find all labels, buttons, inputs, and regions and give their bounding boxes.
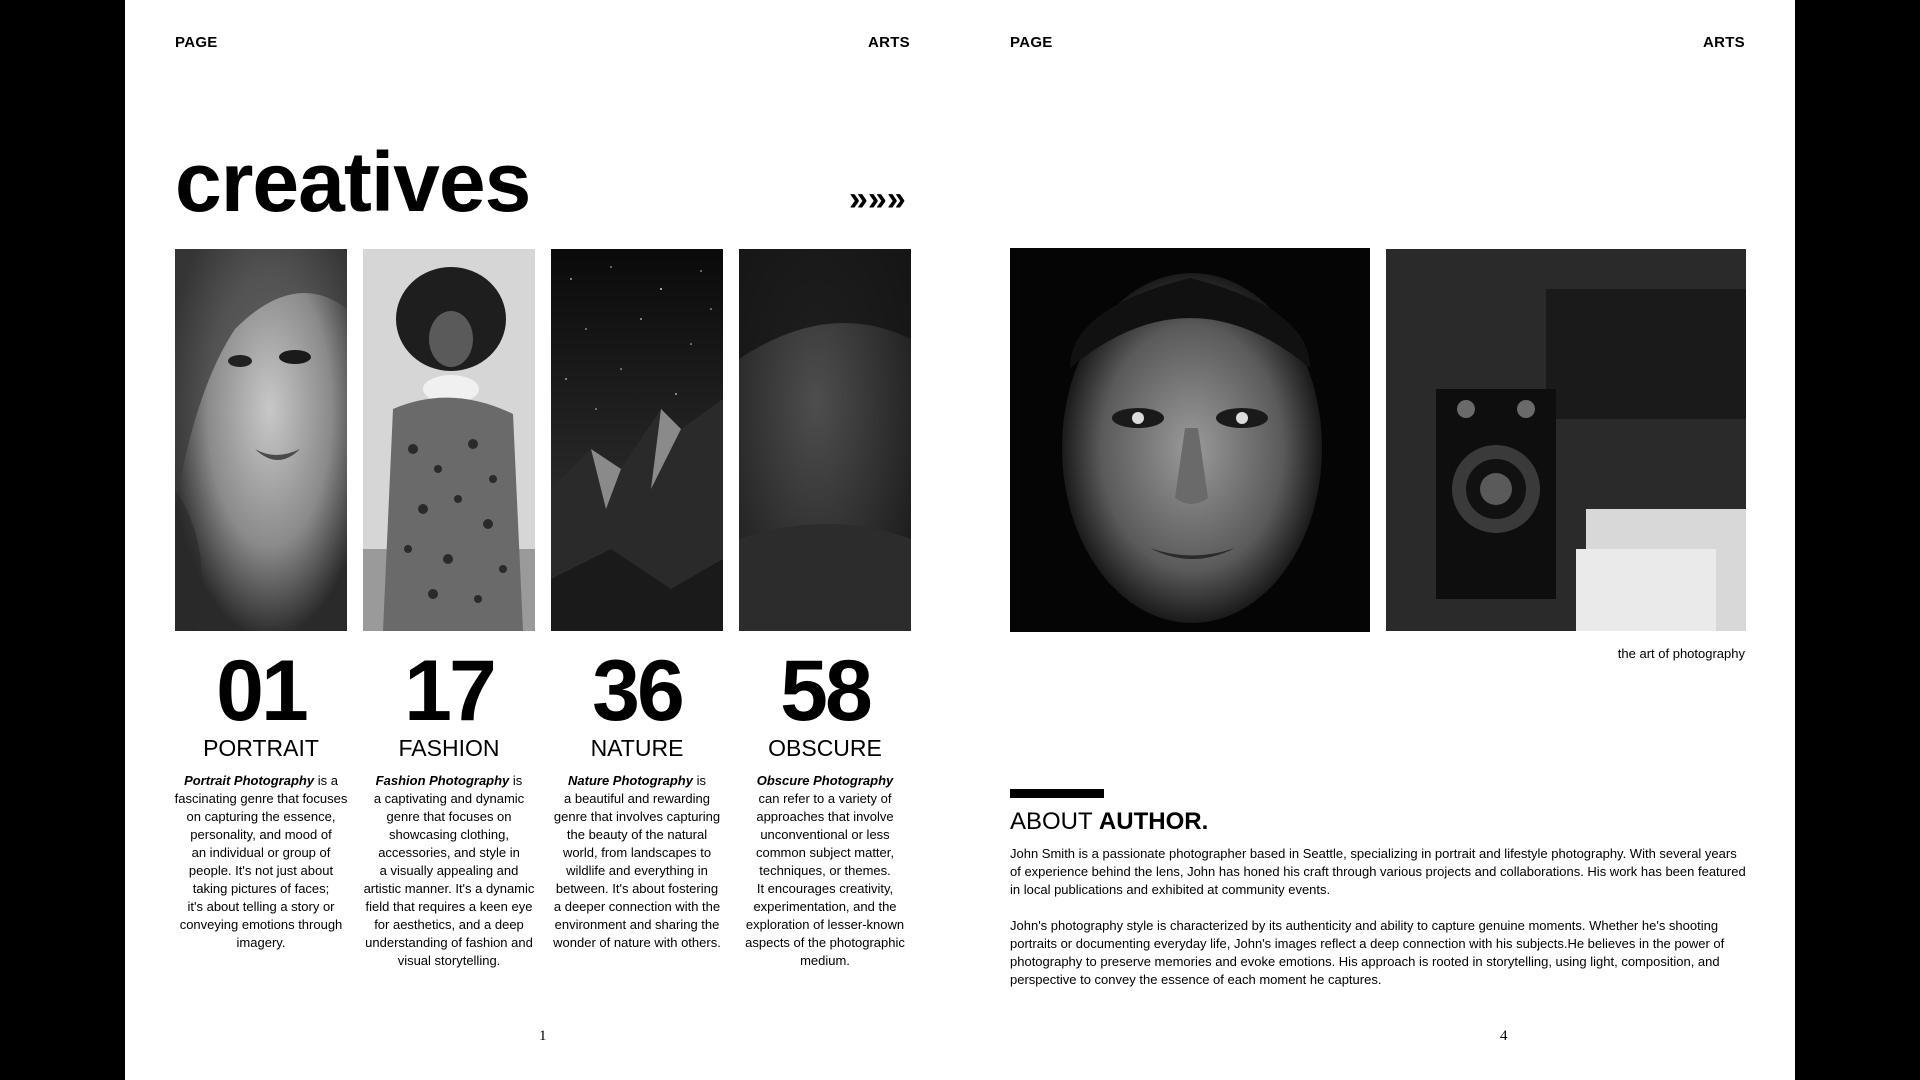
category-description: Nature Photography is a beautiful and rewarding genre that involves capturing the beauty of the natural world, from landscapes to wildlife and everything in between. It's about fostering a deeper connection with the environment and sharing the wonder of nature with others. [553, 773, 721, 950]
chevrons-icon: »»» [849, 180, 906, 218]
category-description: Portrait Photography is a fascinating genre that focuses on capturing the essence, personality, and mood of an individual or group of people. It's not just about taking pictures of faces; it's about telling a story or conveying emotions through imagery. [174, 773, 348, 950]
category-description: Fashion Photography is a captivating and dynamic genre that focuses on showcasing clothing, accessories, and style in a visually appealing and artistic manner. It's a dynamic field that requires a keen eye for aesthetics, and a deep understanding of fashion and visual storytelling. [363, 773, 535, 968]
category-number: 17 [404, 643, 494, 739]
category-number: 36 [592, 643, 682, 739]
about-paragraph: John's photography style is characterized by its authenticity and ability to capture genuine moments. Whether he's shooting portraits or documenting everyday life, John's images reflect a deep connection with his subjects.He believes in the power of photography to preserve memories and evoke emotions. His approach is rooted in storytelling, using light, composition, and perspective to convey the essence of each moment he captures. [1010, 918, 1725, 987]
category-lead: Portrait Photography [184, 773, 315, 788]
page-number: 1 [539, 1028, 547, 1044]
header-arts-label: ARTS [867, 34, 910, 51]
category-description: Obscure Photography can refer to a variety of approaches that involve unconventional or less common subject matter, techniques, or themes. It encourages creativity, experimentation, and the exploration of lesser-known aspects of the photographic medium. [745, 773, 905, 968]
header-page-label: PAGE [175, 34, 218, 51]
nature-photo [551, 249, 723, 631]
obscure-photo [739, 249, 911, 631]
category-number: 01 [216, 643, 306, 739]
category-name: OBSCURE [768, 735, 882, 761]
about-divider-bar [1010, 789, 1104, 798]
author-photo [1010, 248, 1370, 632]
magazine-spread [125, 0, 1795, 1080]
camera-photo [1386, 249, 1746, 631]
category-lead: Nature Photography [568, 773, 693, 788]
left-page [125, 0, 960, 1080]
category-number: 58 [780, 643, 870, 739]
page-title: creatives [175, 135, 531, 229]
header-arts-label: ARTS [1702, 34, 1745, 51]
about-title: ABOUT AUTHOR. [1010, 808, 1209, 835]
category-lead: Obscure Photography [756, 773, 894, 788]
about-paragraph: John Smith is a passionate photographer based in Seattle, specializing in portrait and lifestyle photography. With several years of experience behind the lens, John has honed his craft through various projects and collaborations. His work has been featured in local publications and exhibited at community events. [1010, 846, 1746, 897]
fashion-photo [363, 249, 535, 631]
category-name: FASHION [398, 735, 500, 761]
category-name: PORTRAIT [203, 735, 319, 761]
page-number: 4 [1500, 1028, 1508, 1044]
right-page [960, 0, 1795, 1080]
category-lead: Fashion Photography [375, 773, 510, 788]
header-page-label: PAGE [1010, 34, 1053, 51]
photo-caption: the art of photography [1617, 646, 1745, 661]
category-name: NATURE [590, 735, 684, 761]
portrait-photo [175, 249, 347, 631]
